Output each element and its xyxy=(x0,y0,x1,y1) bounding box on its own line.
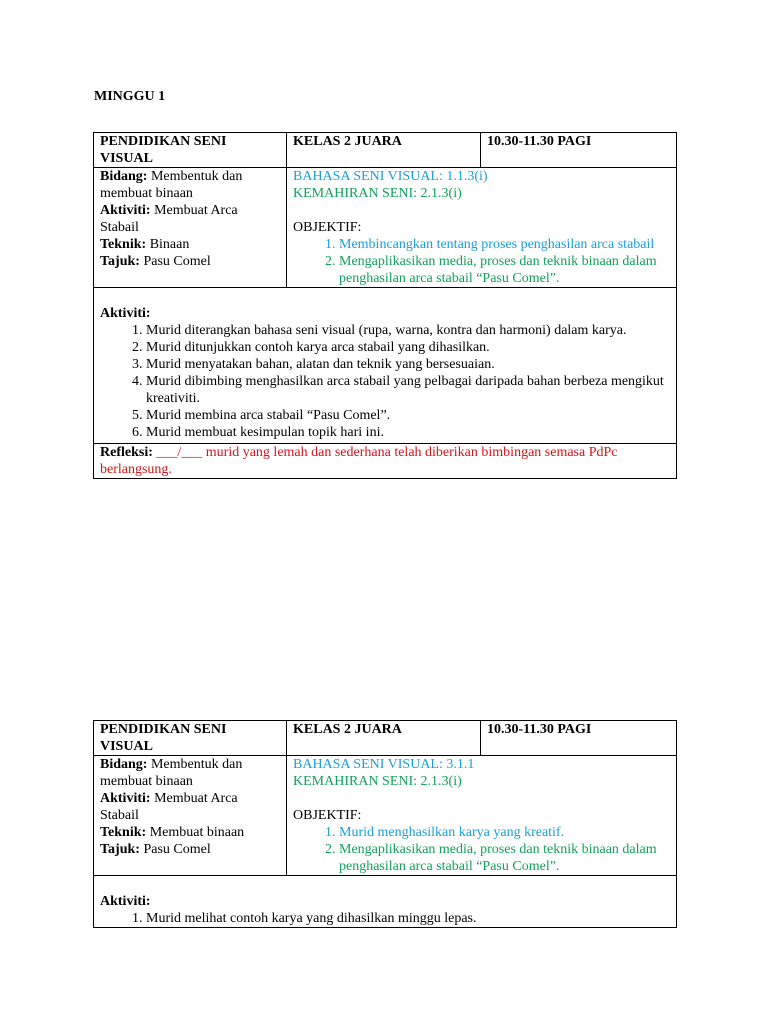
activity-item: 3. Murid menyatakan bahan, alatan dan teknik yang bersesuaian. xyxy=(146,356,670,373)
week-heading: MINGGU 1 xyxy=(94,89,166,104)
activities-label: Aktiviti: xyxy=(100,306,151,321)
class-cell: KELAS 2 JUARA xyxy=(287,721,481,756)
lesson-plan-table-1 xyxy=(93,132,677,479)
right-info-cell xyxy=(287,168,677,288)
objektif-label: OBJEKTIF: xyxy=(293,808,362,823)
tajuk-line xyxy=(100,253,280,270)
activity-item: 1. Murid melihat contoh karya yang dihasilkan minggu lepas. xyxy=(146,910,670,927)
objectives-list xyxy=(293,824,670,875)
bidang-label: Bidang: xyxy=(100,757,148,772)
tajuk-line xyxy=(100,841,280,858)
kemahiran-seni: KEMAHIRAN SENI: 2.1.3(i) xyxy=(293,186,462,201)
info-row xyxy=(94,756,677,876)
tajuk-label: Tajuk: xyxy=(100,254,140,269)
objective-item: 2. Mengaplikasikan media, proses dan teknik binaan dalam penghasilan arca stabail “Pasu Comel”. xyxy=(339,253,670,287)
subject-cell: PENDIDIKAN SENI VISUAL xyxy=(94,721,287,756)
activities-cell xyxy=(94,876,677,928)
aktiviti-value: Membuat Arca Stabail xyxy=(100,203,238,235)
table-header-row xyxy=(94,721,677,756)
objective-item: 1. Membincangkan tentang proses penghasilan arca stabail xyxy=(339,236,670,253)
objective-item: 2. Mengaplikasikan media, proses dan teknik binaan dalam penghasilan arca stabail “Pasu Comel”. xyxy=(339,841,670,875)
left-info-cell xyxy=(94,756,287,876)
reflection-text: ___/___ murid yang lemah dan sederhana telah diberikan bimbingan semasa PdPc berlangsung. xyxy=(100,445,618,477)
objektif-label: OBJEKTIF: xyxy=(293,220,362,235)
teknik-value: Binaan xyxy=(149,237,190,252)
activities-list xyxy=(100,322,670,441)
reflection-row xyxy=(94,444,677,479)
activities-list xyxy=(100,910,670,927)
bidang-line xyxy=(100,756,280,790)
aktiviti-label: Aktiviti: xyxy=(100,203,151,218)
left-info-cell xyxy=(94,168,287,288)
bahasa-seni-visual: BAHASA SENI VISUAL: 1.1.3(i) xyxy=(293,169,488,184)
bahasa-seni-visual: BAHASA SENI VISUAL: 3.1.1 xyxy=(293,757,475,772)
tajuk-value: Pasu Comel xyxy=(143,842,211,857)
lesson-plan-table-2 xyxy=(93,720,677,928)
objective-item: 1. Murid menghasilkan karya yang kreatif. xyxy=(339,824,670,841)
activity-item: 2. Murid ditunjukkan contoh karya arca stabail yang dihasilkan. xyxy=(146,339,670,356)
kemahiran-seni: KEMAHIRAN SENI: 2.1.3(i) xyxy=(293,774,462,789)
teknik-line xyxy=(100,824,280,841)
teknik-label: Teknik: xyxy=(100,825,147,840)
activities-cell xyxy=(94,288,677,444)
teknik-value: Membuat binaan xyxy=(149,825,245,840)
tajuk-value: Pasu Comel xyxy=(143,254,211,269)
bidang-value: Membentuk dan membuat binaan xyxy=(100,757,243,789)
subject-cell: PENDIDIKAN SENI VISUAL xyxy=(94,133,287,168)
aktiviti-value: Membuat Arca Stabail xyxy=(100,791,238,823)
tajuk-label: Tajuk: xyxy=(100,842,140,857)
activities-row xyxy=(94,876,677,928)
info-row xyxy=(94,168,677,288)
reflection-cell xyxy=(94,444,677,479)
teknik-label: Teknik: xyxy=(100,237,147,252)
time-cell: 10.30-11.30 PAGI xyxy=(481,721,677,756)
activity-item: 5. Murid membina arca stabail “Pasu Comel”. xyxy=(146,407,670,424)
table-header-row xyxy=(94,133,677,168)
bidang-label: Bidang: xyxy=(100,169,148,184)
class-cell: KELAS 2 JUARA xyxy=(287,133,481,168)
activity-item: 1. Murid diterangkan bahasa seni visual (rupa, warna, kontra dan harmoni) dalam karya. xyxy=(146,322,670,339)
right-info-cell xyxy=(287,756,677,876)
objectives-list xyxy=(293,236,670,287)
activity-item: 6. Murid membuat kesimpulan topik hari ini. xyxy=(146,424,670,441)
time-cell: 10.30-11.30 PAGI xyxy=(481,133,677,168)
bidang-line xyxy=(100,168,280,202)
activities-row xyxy=(94,288,677,444)
activities-label: Aktiviti: xyxy=(100,894,151,909)
teknik-line xyxy=(100,236,280,253)
aktiviti-label: Aktiviti: xyxy=(100,791,151,806)
activity-item: 4. Murid dibimbing menghasilkan arca stabail yang pelbagai daripada bahan berbeza mengikut kreativiti. xyxy=(146,373,670,407)
aktiviti-line xyxy=(100,790,280,824)
bidang-value: Membentuk dan membuat binaan xyxy=(100,169,243,201)
aktiviti-line xyxy=(100,202,280,236)
reflection-label: Refleksi: xyxy=(100,445,153,460)
